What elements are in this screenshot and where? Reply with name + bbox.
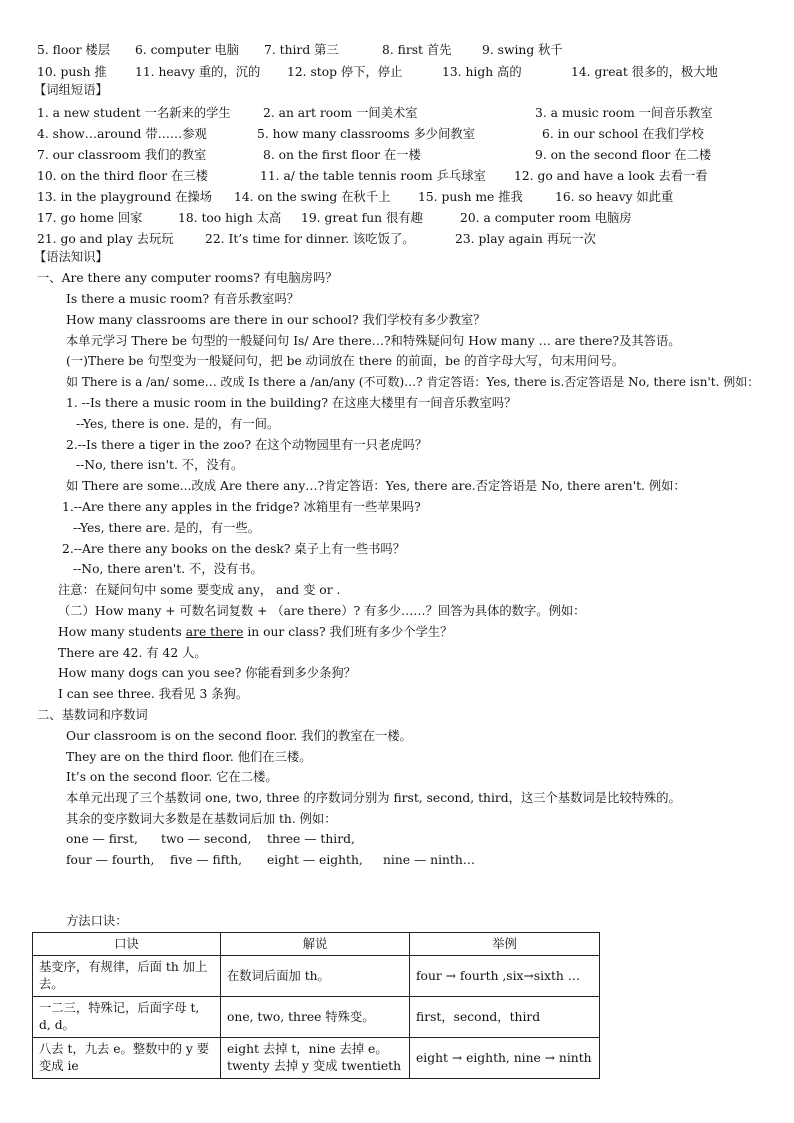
column-header: 解说 (221, 933, 410, 956)
ordinal-pair: five — fifth, (170, 853, 243, 867)
vocab-item: 14. great 很多的，极大地 (571, 65, 718, 79)
vocab-item: 12. stop 停下，停止 (287, 65, 403, 79)
ordinal-pair: eight — eighth, (267, 853, 363, 867)
table-row (33, 997, 600, 1038)
table-cell: 一二三，特殊记，后面字母 t, d, d。 (33, 997, 221, 1038)
vocab-item: 6. computer 电脑 (135, 43, 239, 57)
example-line: 1. --Is there a music room in the building? 在这座大楼里有一间音乐教室吗？ (66, 396, 517, 410)
vocab-item: 13. high 高的 (442, 65, 522, 79)
explanation-line: 如 There are some...改成 Are there any…?肯定答语：Yes, there are.否定答语是 No, there aren't. 例如： (66, 479, 686, 493)
phrase-item: 12. go and have a look 去看一看 (514, 169, 708, 183)
phrase-item: 9. on the second floor 在二楼 (535, 148, 712, 162)
phrase-item: 20. a computer room 电脑房 (460, 211, 632, 225)
phrase-item: 23. play again 再玩一次 (455, 232, 596, 246)
example-line: There are 42. 有 42 人。 (58, 646, 207, 660)
phrase-item: 5. how many classrooms 多少间教室 (257, 127, 475, 141)
example-line: --No, there isn't. 不，没有。 (76, 458, 244, 472)
explanation-line: 如 There is a /an/ some… 改成 Is there a /an/any (不可数)…? 肯定答语：Yes, there is.否定答语是 No, there isn't. 例如： (66, 375, 760, 389)
phrase-item: 8. on the first floor 在一楼 (263, 148, 421, 162)
vocab-item: 9. swing 秋千 (482, 43, 563, 57)
phrase-item: 1. a new student 一名新来的学生 (37, 106, 231, 120)
phrase-item: 6. in our school 在我们学校 (542, 127, 704, 141)
phrase-item: 18. too high 太高 (178, 211, 282, 225)
phrases-heading: 【词组短语】 (34, 83, 108, 97)
table-cell: eight → eighth, nine → ninth (410, 1038, 600, 1079)
text-segment: in our class? 我们班有多少个学生？ (243, 625, 453, 639)
example-line: --Yes, there is one. 是的，有一间。 (76, 417, 280, 431)
ordinal-pair: nine — ninth… (383, 853, 476, 867)
phrase-item: 22. It’s time for dinner. 该吃饭了。 (205, 232, 415, 246)
phrase-item: 21. go and play 去玩玩 (37, 232, 174, 246)
ordinal-pair: one — first, (66, 832, 138, 846)
table-row (33, 1038, 600, 1079)
phrase-item: 4. show…around 带……参观 (37, 127, 207, 141)
example-line: They are on the third floor. 他们在三楼。 (66, 750, 312, 764)
example-line: 1.--Are there any apples in the fridge? 冰箱里有一些苹果吗? (62, 500, 421, 514)
example-line: --Yes, there are. 是的，有一些。 (73, 521, 260, 535)
example-line: Is there a music room? 有音乐教室吗？ (66, 292, 300, 306)
section-title: 二、基数词和序数词 (37, 708, 148, 722)
section-title: 一、Are there any computer rooms? 有电脑房吗？ (37, 271, 338, 285)
example-line: 2.--Are there any books on the desk? 桌子上有一些书吗？ (62, 542, 406, 556)
ordinal-pair: four — fourth, (66, 853, 155, 867)
phrase-item: 19. great fun 很有趣 (301, 211, 423, 225)
example-line: How many classrooms are there in our school? 我们学校有多少教室？ (66, 313, 486, 327)
vocab-item: 10. push 推 (37, 65, 107, 79)
phrase-item: 10. on the third floor 在三楼 (37, 169, 208, 183)
phrase-item: 17. go home 回家 (37, 211, 143, 225)
example-line: Our classroom is on the second floor. 我们的教室在一楼。 (66, 729, 412, 743)
vocab-item: 5. floor 楼层 (37, 43, 111, 57)
example-line (58, 624, 452, 640)
phrase-item: 16. so heavy 如此重 (555, 190, 674, 204)
ordinal-pair: two — second, (161, 832, 252, 846)
explanation-line: （二）How many + 可数名词复数 + （are there）? 有多少……？回答为具体的数字。例如： (58, 604, 586, 618)
table-cell: eight 去掉 t，nine 去掉 e。 twenty 去掉 y 变成 twentieth (221, 1038, 410, 1079)
phrase-item: 2. an art room 一间美术室 (263, 106, 418, 120)
example-line: It’s on the second floor. 它在二楼。 (66, 770, 278, 784)
explanation-line: (一)There be 句型变为一般疑问句，把 be 动词放在 there 的前面，be 的首字母大写，句末用问号。 (66, 354, 625, 368)
vocab-item: 8. first 首先 (382, 43, 452, 57)
explanation-line: 本单元出现了三个基数词 one, two, three 的序数词分别为 first, second, third，这三个基数词是比较特殊的。 (66, 791, 681, 805)
table-cell: 八去 t，九去 e。整数中的 y 要变成 ie (33, 1038, 221, 1079)
phrase-item: 11. a/ the table tennis room 乒乓球室 (260, 169, 486, 183)
column-header: 口诀 (33, 933, 221, 956)
example-line: --No, there aren't. 不，没有书。 (73, 562, 263, 576)
example-line: 2.--Is there a tiger in the zoo? 在这个动物园里有一只老虎吗？ (66, 438, 428, 452)
phrase-item: 3. a music room 一间音乐教室 (535, 106, 713, 120)
table-cell: 在数词后面加 th。 (221, 956, 410, 997)
table-header-row (33, 933, 600, 956)
explanation-line: 其余的变序数词大多数是在基数词后加 th. 例如： (66, 812, 337, 826)
example-line: I can see three. 我看见 3 条狗。 (58, 687, 249, 701)
grammar-heading: 【语法知识】 (34, 250, 108, 264)
table-cell: one, two, three 特殊变。 (221, 997, 410, 1038)
ordinal-pair: three — third, (267, 832, 355, 846)
explanation-line: 本单元学习 There be 句型的一般疑问句 Is/ Are there…?和特殊疑问句 How many … are there?及其答语。 (66, 334, 681, 348)
vocab-item: 11. heavy 重的，沉的 (135, 65, 261, 79)
table-row (33, 956, 600, 997)
text-segment: How many students (58, 625, 186, 639)
phrase-item: 15. push me 推我 (418, 190, 523, 204)
underlined-text: are there (185, 625, 244, 639)
method-heading: 方法口诀： (66, 914, 128, 928)
mnemonic-table (32, 932, 600, 1079)
table-cell: 基变序，有规律，后面 th 加上去。 (33, 956, 221, 997)
example-line: How many dogs can you see? 你能看到多少条狗？ (58, 666, 356, 680)
table-cell: first，second，third (410, 997, 600, 1038)
phrase-item: 14. on the swing 在秋千上 (234, 190, 391, 204)
table-cell: four → fourth ,six→sixth … (410, 956, 600, 997)
phrase-item: 7. our classroom 我们的教室 (37, 148, 207, 162)
vocab-item: 7. third 第三 (264, 43, 339, 57)
phrase-item: 13. in the playground 在操场 (37, 190, 213, 204)
column-header: 举例 (410, 933, 600, 956)
note-line: 注意：在疑问句中 some 要变成 any， and 变 or . (58, 583, 341, 597)
